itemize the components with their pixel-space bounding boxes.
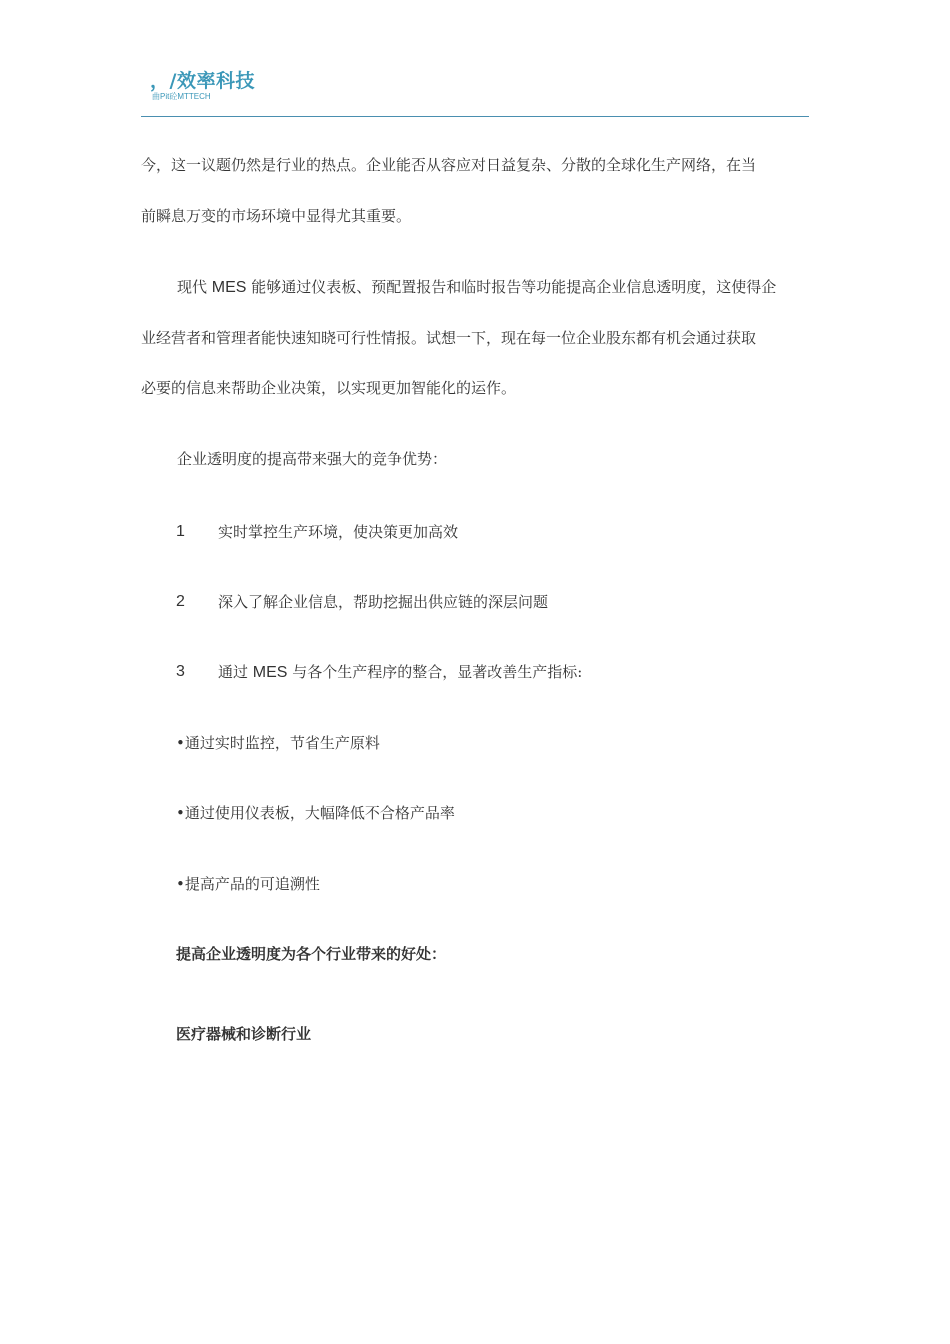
paragraph-2-text-a: 现代 [177,278,208,296]
bullet-item-2: •通过使用仪表板，大幅降低不合格产品率 [176,804,455,822]
header-divider [141,116,809,117]
paragraph-2-line-2: 业经营者和管理者能快速知晓可行性情报。试想一下，现在每一位企业股东都有机会通过获取 [141,329,757,347]
paragraph-1-line-2: 前瞬息万变的市场环境中显得尤其重要。 [141,207,412,225]
paragraph-2-line-3: 必要的信息来帮助企业决策，以实现更加智能化的运作。 [141,379,517,397]
heading-medical-industry: 医疗器械和诊断行业 [176,1025,312,1043]
mes-term: MES [211,279,247,296]
list-item-3-text-a: 通过 [218,663,249,681]
list-item-3-mes: MES [252,664,288,681]
bullet-item-3: •提高产品的可追溯性 [176,875,320,893]
list-item-3-text-b: 与各个生产程序的整合，显著改善生产指标: [292,663,583,681]
document-header [150,64,450,104]
company-logo-text: ，/效率科技 [150,70,255,92]
advantages-intro: 企业透明度的提高带来强大的竞争优势： [177,450,448,468]
heading-benefits: 提高企业透明度为各个行业带来的好处： [176,945,447,963]
paragraph-2-text-b: 能够通过仪表板、预配置报告和临时报告等功能提高企业信息透明度，这使得企 [251,278,777,296]
list-item-2-text: 深入了解企业信息，帮助挖掘出供应链的深层问题 [218,593,549,611]
list-number-2: 2 [176,593,185,610]
list-item-3-text [218,662,582,683]
bullet-item-1: •通过实时监控，节省生产原料 [176,734,380,752]
paragraph-2-line-1 [177,277,776,298]
list-item-1-text: 实时掌控生产环境，使决策更加高效 [218,523,459,541]
paragraph-1-line-1: 今，这一议题仍然是行业的热点。企业能否从容应对日益复杂、分散的全球化生产网络，在当 [141,156,757,174]
list-number-1: 1 [176,523,185,540]
company-logo-subtext: 曲Pit砼MTTECH [152,92,211,101]
list-number-3: 3 [176,663,185,680]
